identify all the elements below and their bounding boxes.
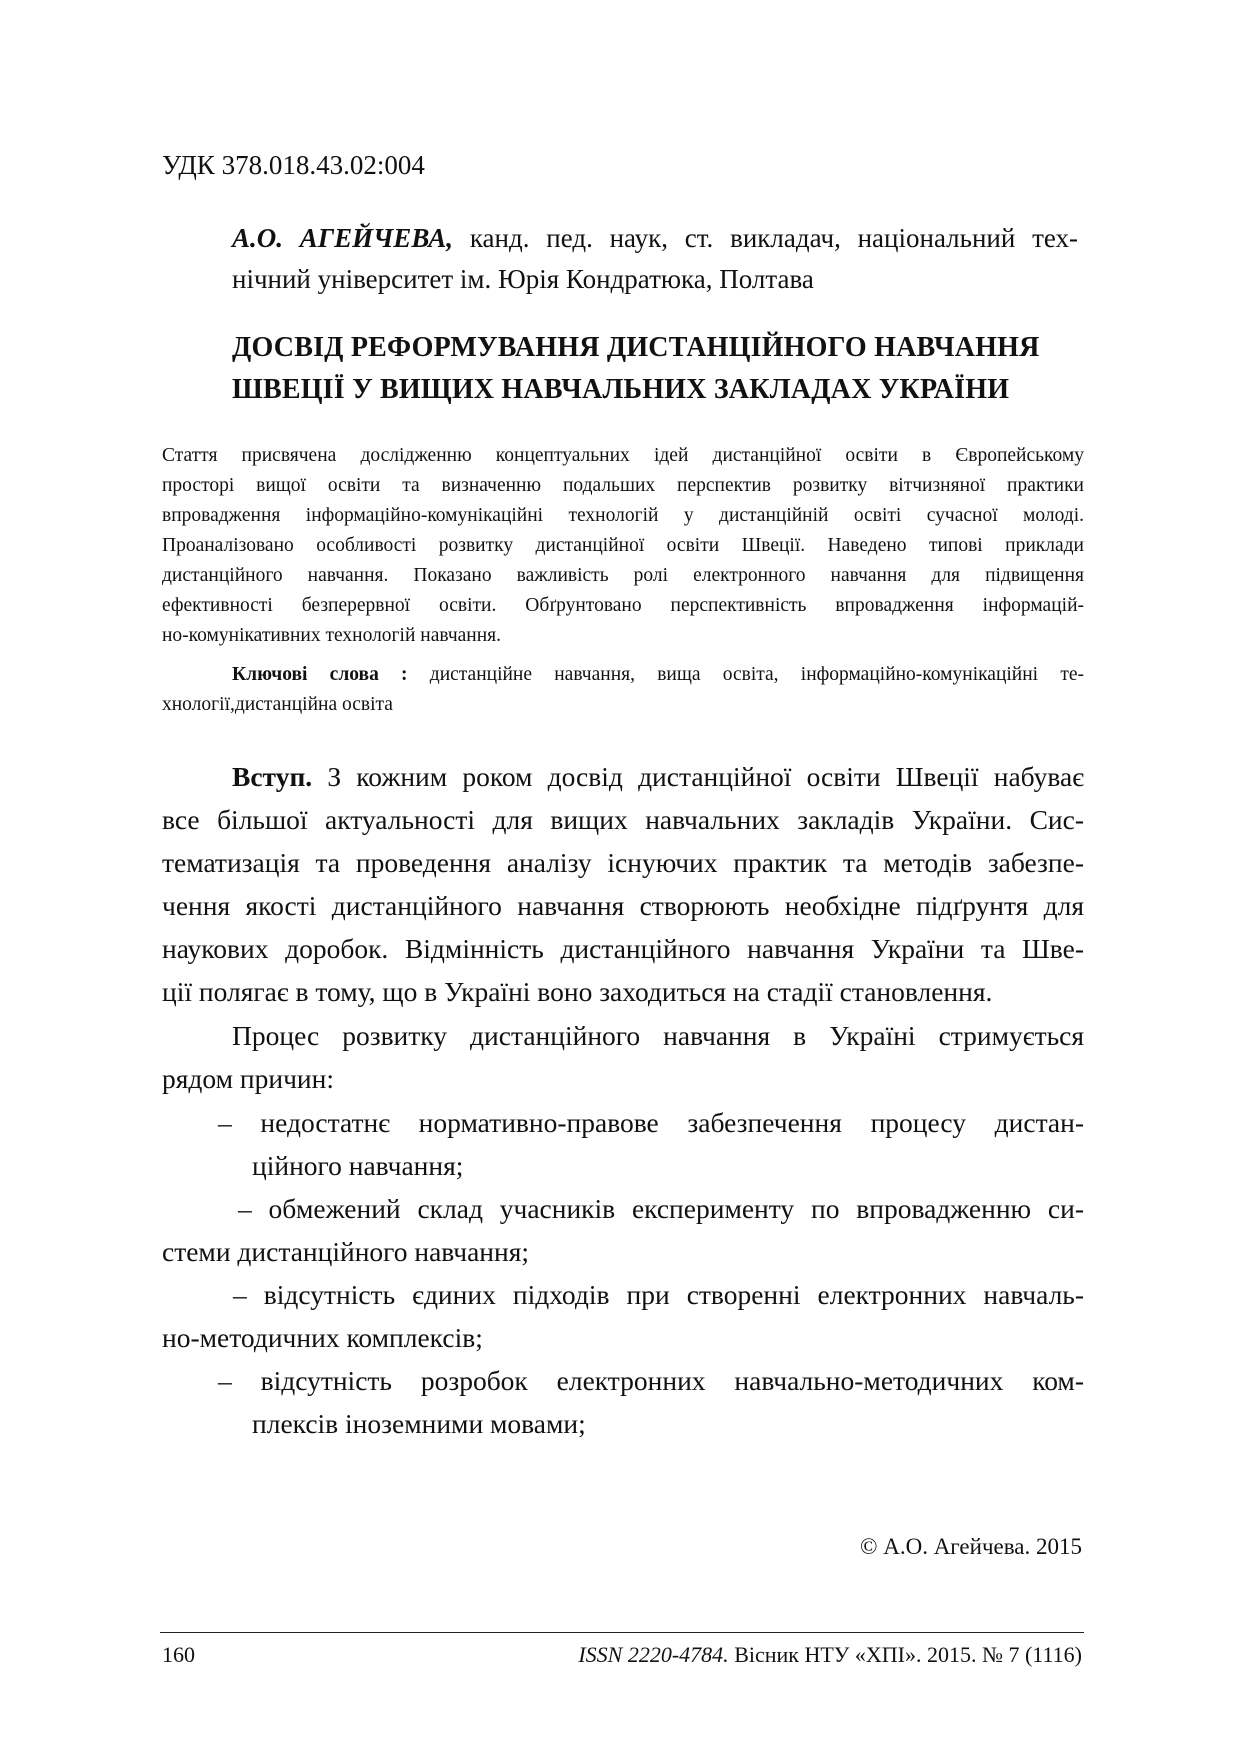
paragraph-line: Процес розвитку дистанційного навчання в Україні стримується (232, 1020, 1084, 1051)
author-line (232, 223, 1078, 254)
paragraph-line: рядом причин: (162, 1063, 334, 1094)
abstract-line: ефективності безперервної освіти. Обґрунтовано перспективність впровадження інформацій- (162, 595, 1084, 616)
udk-code: УДК 378.018.43.02:004 (162, 150, 425, 180)
list-item-continuation: ційного навчання; (252, 1150, 464, 1181)
author-affiliation-2: нічний університет ім. Юрія Кондратюка, Полтава (232, 264, 814, 294)
footer-divider (160, 1632, 1084, 1633)
abstract-line: Проаналізовано особливості розвитку дистанційної освіти Швеції. Наведено типові приклади (162, 535, 1084, 556)
list-item: – обмежений склад учасників експерименту по впровадженню си- (238, 1193, 1084, 1224)
list-item: – відсутність розробок електронних навчально-методичних ком- (218, 1365, 1084, 1396)
intro-line: чення якості дистанційного навчання створюють необхідне підґрунтя для (162, 890, 1084, 921)
list-item: – недостатнє нормативно-правове забезпечення процесу дистан- (218, 1107, 1084, 1138)
intro-line: тематизація та проведення аналізу існуючих практик та методів забезпе- (162, 847, 1084, 878)
keywords-label: Ключові слова : (232, 664, 408, 685)
keywords-line-2: хнології,дистанційна освіта (162, 694, 393, 715)
page-number: 160 (162, 1642, 195, 1667)
list-item: – відсутність єдиних підходів при створенні електронних навчаль- (233, 1279, 1084, 1310)
abstract-line: дистанційного навчання. Показано важливість ролі електронного навчання для підвищення (162, 565, 1084, 586)
list-item-continuation: но-методичних комплексів; (162, 1322, 483, 1353)
intro-label: Вступ. (232, 761, 313, 792)
abstract-line: но-комунікативних технологій навчання. (162, 625, 502, 646)
keywords-line (232, 664, 1084, 686)
copyright-notice: © А.О. Агейчева. 2015 (860, 1534, 1082, 1559)
abstract-line: Стаття присвячена дослідженню концептуальних ідей дистанційної освіти в Європейському (162, 445, 1084, 466)
author-name: А.О. АГЕЙЧЕВА, (232, 223, 454, 253)
list-item-continuation: стеми дистанційного навчання; (162, 1236, 529, 1267)
issn: ISSN 2220-4784. (578, 1642, 729, 1667)
intro-text: З кожним роком досвід дистанційної освіти Швеції набуває (312, 761, 1084, 792)
journal-reference (578, 1642, 1082, 1668)
intro-line: наукових доробок. Відмінність дистанційного навчання України та Шве- (162, 933, 1084, 964)
intro-line (232, 761, 1084, 793)
intro-line: все більшої актуальності для вищих навчальних закладів України. Сис- (162, 804, 1084, 835)
abstract-line: просторі вищої освіти та визначенню подальших перспектив розвитку вітчизняної практики (162, 475, 1084, 496)
abstract-line: впровадження інформаційно-комунікаційні технологій у дистанційній освіті сучасної молоді. (162, 505, 1084, 526)
intro-line: ції полягає в тому, що в Україні воно заходиться на стадії становлення. (162, 976, 993, 1007)
author-affiliation-1: канд. пед. наук, ст. викладач, національний тех- (453, 223, 1078, 253)
article-title-line-2: ШВЕЦІЇ У ВИЩИХ НАВЧАЛЬНИХ ЗАКЛАДАХ УКРАЇНИ (232, 374, 1010, 405)
keywords-text: дистанційне навчання, вища освіта, інформаційно-комунікаційні те- (407, 664, 1084, 685)
list-item-continuation: плексів іноземними мовами; (252, 1408, 586, 1439)
article-title-line-1: ДОСВІД РЕФОРМУВАННЯ ДИСТАНЦІЙНОГО НАВЧАННЯ (232, 332, 1040, 363)
journal-title: Вісник НТУ «ХПІ». 2015. № 7 (1116) (728, 1642, 1082, 1667)
